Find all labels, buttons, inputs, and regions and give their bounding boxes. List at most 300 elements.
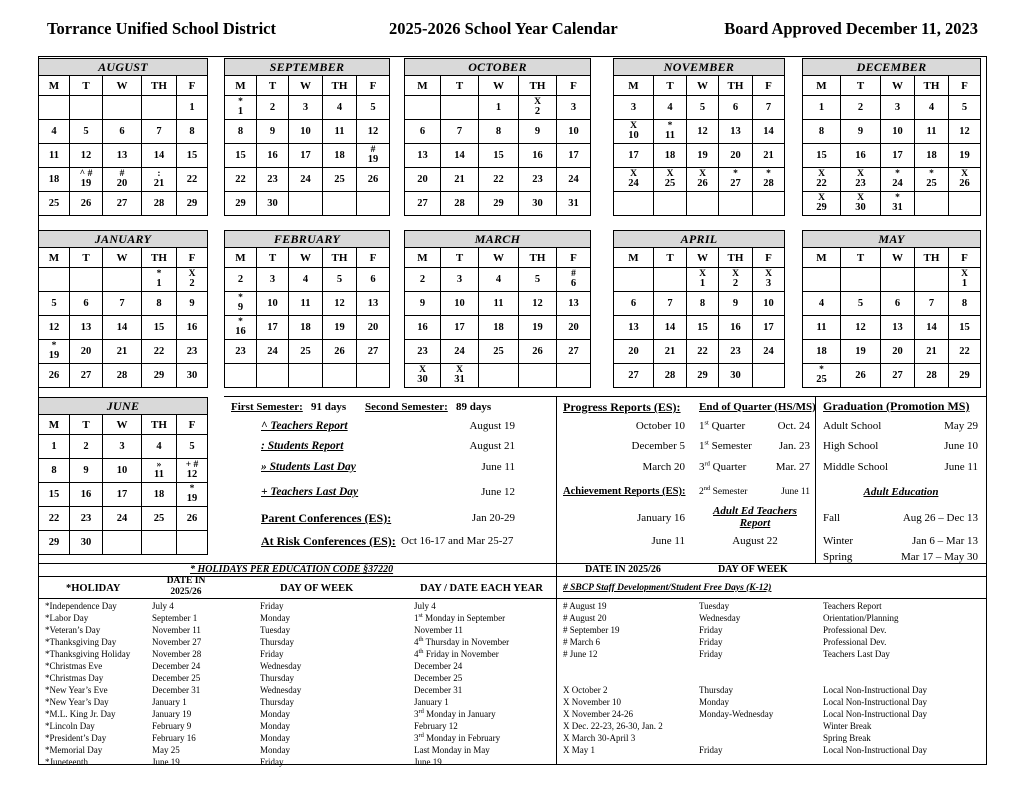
day-number: 26	[367, 173, 379, 185]
day-number: 13	[628, 321, 639, 333]
day-number: 12	[48, 321, 60, 333]
month-table-december	[802, 58, 981, 216]
graduation-label: Adult School	[823, 420, 882, 432]
day-cell	[39, 168, 70, 192]
weekday-header: TH	[323, 76, 357, 96]
day-number: 3	[570, 101, 577, 113]
day-cell	[103, 507, 142, 531]
weekday-header: W	[687, 248, 719, 268]
day-marker: *	[895, 193, 900, 203]
day-cell	[103, 483, 142, 507]
adult-ed-teachers-report-title: Adult Ed Teachers Report	[713, 505, 797, 529]
day-number: 3	[894, 101, 901, 113]
holiday-date: May 25	[152, 745, 180, 755]
day-cell	[225, 120, 257, 144]
day-cell	[357, 292, 390, 316]
day-number: 1	[699, 278, 706, 289]
day-number: 1	[818, 101, 825, 113]
day-number: 25	[816, 374, 827, 385]
day-number: 21	[926, 345, 937, 357]
day-cell	[323, 364, 357, 388]
day-cell	[915, 120, 949, 144]
day-number: 17	[892, 149, 903, 161]
quarter-date: June 11	[781, 487, 810, 497]
day-number: 16	[186, 321, 198, 333]
holiday-each-year-rule: February 12	[414, 721, 458, 731]
day-cell	[257, 120, 289, 144]
day-cell	[142, 268, 177, 292]
weekday-header: F	[177, 248, 208, 268]
day-cell	[719, 192, 753, 216]
holiday-name: *New Year’s Day	[45, 697, 109, 707]
day-number: 22	[959, 345, 970, 357]
day-cell	[687, 144, 719, 168]
day-cell	[177, 96, 208, 120]
day-number: 13	[80, 321, 92, 333]
day-number: 6	[570, 278, 577, 289]
adult-education-term: Spring	[823, 551, 853, 563]
day-number: 26	[532, 345, 543, 357]
holiday-each-year-rule: July 4	[414, 601, 436, 611]
staff-note: Winter Break	[823, 721, 872, 731]
day-number: 17	[763, 321, 774, 333]
weekday-header: F	[557, 248, 591, 268]
day-cell	[519, 168, 557, 192]
day-number: 9	[732, 297, 739, 309]
day-cell	[881, 268, 915, 292]
day-cell	[70, 340, 103, 364]
day-cell	[803, 144, 841, 168]
holiday-names	[45, 600, 130, 768]
day-number: 24	[267, 345, 278, 357]
day-number: 9	[189, 297, 195, 309]
day-cell	[687, 192, 719, 216]
quarter-label: 2nd Semester	[699, 484, 748, 497]
holiday-date: December 24	[152, 661, 201, 671]
weekday-header: M	[803, 76, 841, 96]
day-cell	[289, 120, 323, 144]
day-number: 10	[267, 297, 278, 309]
day-cell	[225, 316, 257, 340]
day-number: 21	[153, 178, 165, 189]
weekday-header: F	[949, 248, 981, 268]
holiday-date: February 9	[152, 721, 192, 731]
day-number: 4	[302, 273, 309, 285]
holiday-date: January 19	[152, 709, 192, 719]
day-number: 9	[237, 302, 244, 313]
day-cell	[881, 192, 915, 216]
day-cell	[177, 435, 208, 459]
day-number: 7	[765, 101, 772, 113]
month-table-november	[613, 58, 785, 216]
month-table-april	[613, 230, 785, 388]
holiday-day: Monday	[260, 745, 290, 755]
day-cell	[557, 192, 591, 216]
day-cell	[257, 364, 289, 388]
day-cell	[257, 96, 289, 120]
day-number: 29	[697, 369, 708, 381]
month-table-september	[224, 58, 390, 216]
weekday-header: T	[841, 248, 881, 268]
holiday-date: December 31	[152, 685, 201, 695]
day-marker: *	[51, 341, 57, 351]
day-number: 2	[269, 101, 276, 113]
progress-date: December 5	[631, 440, 685, 452]
day-cell	[654, 192, 687, 216]
weekday-header: M	[405, 76, 441, 96]
month-name: AUGUST	[39, 59, 208, 76]
day-cell	[519, 144, 557, 168]
day-number: 9	[857, 125, 864, 137]
day-number: 11	[493, 297, 504, 309]
holiday-each-year-rule: 1st Monday in September	[414, 612, 506, 623]
day-cell	[557, 268, 591, 292]
staff-note: Local Non-Instructional Day	[823, 745, 927, 755]
staff-date: # June 12	[563, 649, 598, 659]
day-number: 2	[419, 273, 426, 285]
day-cell	[519, 316, 557, 340]
day-cell	[289, 292, 323, 316]
key-date-label: Parent Conferences (ES):	[261, 511, 392, 525]
day-number: 5	[857, 297, 864, 309]
day-number: 19	[80, 178, 92, 189]
staff-date: # August 19	[563, 601, 607, 611]
weekday-header: W	[881, 76, 915, 96]
day-number: 11	[300, 297, 311, 309]
day-number: 4	[667, 101, 673, 113]
day-cell	[357, 364, 390, 388]
day-cell	[357, 120, 390, 144]
day-number: 1	[237, 106, 244, 117]
day-cell	[519, 292, 557, 316]
day-marker: *	[156, 269, 162, 279]
key-date-value: August 19	[469, 420, 515, 432]
weekday-header: M	[39, 415, 70, 435]
day-cell	[405, 96, 441, 120]
day-cell	[841, 364, 881, 388]
day-number: 30	[855, 202, 866, 213]
day-number: 6	[83, 297, 89, 309]
day-number: 5	[83, 125, 89, 137]
day-cell	[479, 364, 519, 388]
holiday-each-year-rule: January 1	[414, 697, 449, 707]
month-name: JUNE	[39, 398, 208, 415]
weekday-header: T	[70, 415, 103, 435]
day-number: 24	[892, 178, 903, 189]
day-number: 12	[532, 297, 543, 309]
quarter-date: Oct. 24	[777, 420, 810, 432]
day-cell	[753, 268, 785, 292]
day-number: 25	[300, 345, 311, 357]
first-semester: First Semester: 91 days	[231, 401, 347, 413]
day-number: 21	[664, 345, 676, 357]
day-cell	[289, 144, 323, 168]
day-cell	[177, 531, 208, 555]
day-cell	[441, 96, 479, 120]
day-cell	[289, 268, 323, 292]
day-cell	[719, 96, 753, 120]
day-number: 22	[697, 345, 708, 357]
holiday-dates	[152, 600, 201, 768]
weekday-header: T	[257, 76, 289, 96]
holiday-date: November 27	[152, 637, 202, 647]
weekday-header: F	[357, 248, 390, 268]
weekday-header: W	[103, 248, 142, 268]
holiday-date: January 1	[152, 697, 187, 707]
progress-date: October 10	[635, 420, 685, 432]
day-number: 5	[961, 101, 968, 113]
day-cell	[103, 144, 142, 168]
day-cell	[70, 459, 103, 483]
holiday-name: *New Year’s Eve	[45, 685, 108, 695]
day-cell	[654, 144, 687, 168]
day-number: 7	[667, 297, 673, 309]
day-number: 25	[493, 345, 504, 357]
day-marker: »	[156, 460, 162, 470]
day-marker: X	[765, 269, 772, 279]
day-cell	[289, 168, 323, 192]
key-date-value: June 11	[481, 461, 515, 473]
weekday-header: W	[103, 415, 142, 435]
weekday-header: F	[753, 76, 785, 96]
day-cell	[841, 144, 881, 168]
day-number: 15	[493, 149, 504, 161]
month-name: OCTOBER	[405, 59, 591, 76]
day-cell	[357, 168, 390, 192]
day-marker: *	[238, 293, 243, 303]
weekday-header: TH	[323, 248, 357, 268]
graduation-date: June 10	[944, 440, 978, 452]
key-date-value: August 21	[469, 440, 515, 452]
day-cell	[323, 168, 357, 192]
holiday-name: *President’s Day	[45, 733, 107, 743]
day-number: 12	[334, 297, 345, 309]
day-cell	[881, 292, 915, 316]
day-number: 25	[664, 178, 676, 189]
day-cell	[803, 340, 841, 364]
holiday-each-year-column-header: DAY / DATE EACH YEAR	[420, 583, 543, 594]
day-number: 23	[532, 173, 543, 185]
day-cell	[654, 292, 687, 316]
day-number: 21	[454, 173, 465, 185]
holiday-date-column-header: DATE IN 2025/26	[166, 576, 206, 597]
weekday-header: TH	[915, 76, 949, 96]
day-cell	[103, 435, 142, 459]
progress-date: March 20	[642, 461, 685, 473]
month-name: JANUARY	[39, 231, 208, 248]
weekday-header: TH	[142, 415, 177, 435]
staff-dow-column-header: DAY OF WEEK	[718, 564, 788, 575]
day-cell	[479, 316, 519, 340]
day-cell	[915, 144, 949, 168]
day-cell	[323, 268, 357, 292]
day-number: 12	[959, 125, 970, 137]
holiday-day: Thursday	[260, 637, 294, 647]
weekday-header: T	[441, 248, 479, 268]
day-number: 15	[153, 321, 165, 333]
holiday-name: *Veteran’s Day	[45, 625, 101, 635]
staff-day: Friday	[699, 625, 723, 635]
month-table-january	[38, 230, 208, 388]
day-marker: X	[961, 169, 968, 179]
day-number: 9	[269, 125, 276, 137]
day-number: 27	[367, 345, 379, 357]
day-cell	[479, 340, 519, 364]
day-number: 13	[116, 149, 128, 161]
day-cell	[614, 120, 654, 144]
day-cell	[103, 340, 142, 364]
day-cell	[142, 507, 177, 531]
month-name: DECEMBER	[803, 59, 981, 76]
day-number: 2	[857, 101, 864, 113]
day-cell	[915, 316, 949, 340]
day-number: 22	[235, 173, 246, 185]
day-number: 17	[568, 149, 579, 161]
staff-date: X Dec. 22-23, 26-30, Jan. 2	[563, 721, 663, 731]
day-marker: X	[419, 365, 426, 375]
day-cell	[753, 364, 785, 388]
holiday-name: *Thanksgiving Holiday	[45, 649, 131, 659]
day-number: 16	[532, 149, 543, 161]
day-number: 19	[532, 321, 543, 333]
day-number: 4	[336, 101, 343, 113]
day-cell	[142, 340, 177, 364]
staff-note: Local Non-Instructional Day	[823, 685, 927, 695]
day-number: 6	[732, 101, 739, 113]
day-number: 4	[156, 440, 162, 452]
quarter-label: 1st Semester	[699, 439, 752, 452]
day-cell	[719, 168, 753, 192]
day-cell	[949, 192, 981, 216]
day-number: 10	[892, 125, 903, 137]
day-cell	[803, 192, 841, 216]
day-cell	[614, 268, 654, 292]
day-cell	[257, 316, 289, 340]
day-number: 15	[186, 149, 198, 161]
day-number: 22	[816, 178, 827, 189]
holiday-date: July 4	[152, 601, 174, 611]
day-cell	[915, 168, 949, 192]
day-cell	[225, 340, 257, 364]
day-cell	[177, 192, 208, 216]
day-cell	[687, 120, 719, 144]
day-number: 18	[493, 321, 504, 333]
holiday-name: *Juneteenth	[45, 757, 88, 767]
day-cell	[915, 340, 949, 364]
day-number: 11	[154, 469, 164, 480]
weekday-header: W	[479, 76, 519, 96]
day-cell	[103, 168, 142, 192]
day-number: 26	[855, 369, 866, 381]
day-number: 18	[334, 149, 345, 161]
day-cell	[441, 144, 479, 168]
day-cell	[70, 364, 103, 388]
divider	[224, 396, 987, 397]
day-marker: #	[571, 269, 576, 279]
holiday-day: Monday	[260, 709, 290, 719]
day-cell	[70, 168, 103, 192]
day-cell	[915, 292, 949, 316]
day-cell	[915, 364, 949, 388]
day-number: 5	[189, 440, 195, 452]
day-number: 28	[454, 197, 465, 209]
weekday-header: TH	[519, 76, 557, 96]
day-cell	[687, 292, 719, 316]
day-number: 18	[300, 321, 311, 333]
day-cell	[803, 316, 841, 340]
key-date-label: At Risk Conferences (ES):	[261, 534, 396, 548]
weekday-header: T	[70, 248, 103, 268]
day-number: 24	[116, 512, 128, 524]
day-number: 24	[568, 173, 579, 185]
day-number: 10	[454, 297, 465, 309]
day-cell	[949, 340, 981, 364]
day-number: 11	[926, 125, 937, 137]
day-number: 22	[48, 512, 60, 524]
day-number: 17	[454, 321, 465, 333]
day-number: 28	[763, 178, 774, 189]
day-number: 5	[699, 101, 706, 113]
day-number: 13	[730, 125, 741, 137]
staff-note: Teachers Last Day	[823, 649, 890, 659]
day-cell	[103, 96, 142, 120]
day-cell	[803, 268, 841, 292]
day-marker: *	[667, 121, 673, 131]
day-number: 14	[454, 149, 465, 161]
day-number: 30	[186, 369, 198, 381]
day-cell	[479, 96, 519, 120]
day-cell	[39, 96, 70, 120]
day-cell	[39, 459, 70, 483]
holiday-name: *Christmas Eve	[45, 661, 103, 671]
holiday-date: December 25	[152, 673, 201, 683]
day-number: 21	[763, 149, 774, 161]
day-cell	[323, 144, 357, 168]
day-number: 26	[959, 178, 970, 189]
day-number: 11	[816, 321, 827, 333]
day-cell	[803, 168, 841, 192]
day-cell	[479, 168, 519, 192]
day-number: 8	[699, 297, 706, 309]
staff-date: X October 2	[563, 685, 608, 695]
day-cell	[103, 531, 142, 555]
holiday-day: Monday	[260, 733, 290, 743]
day-cell	[225, 292, 257, 316]
day-number: 8	[51, 464, 57, 476]
weekday-header: M	[39, 76, 70, 96]
day-cell	[614, 316, 654, 340]
staff-date: # March 6	[563, 637, 600, 647]
day-cell	[614, 96, 654, 120]
day-number: 14	[116, 321, 128, 333]
key-date-label: : Students Report	[261, 440, 344, 452]
day-number: 10	[116, 464, 128, 476]
weekday-header: M	[803, 248, 841, 268]
day-cell	[405, 120, 441, 144]
day-cell	[142, 96, 177, 120]
day-cell	[39, 531, 70, 555]
weekday-header: W	[479, 248, 519, 268]
day-cell	[949, 120, 981, 144]
day-marker: X	[699, 269, 706, 279]
day-cell	[357, 96, 390, 120]
day-number: 2	[189, 278, 195, 289]
day-cell	[479, 192, 519, 216]
day-number: 23	[186, 345, 198, 357]
day-cell	[654, 268, 687, 292]
day-number: 30	[417, 374, 428, 385]
day-marker: X	[818, 169, 825, 179]
